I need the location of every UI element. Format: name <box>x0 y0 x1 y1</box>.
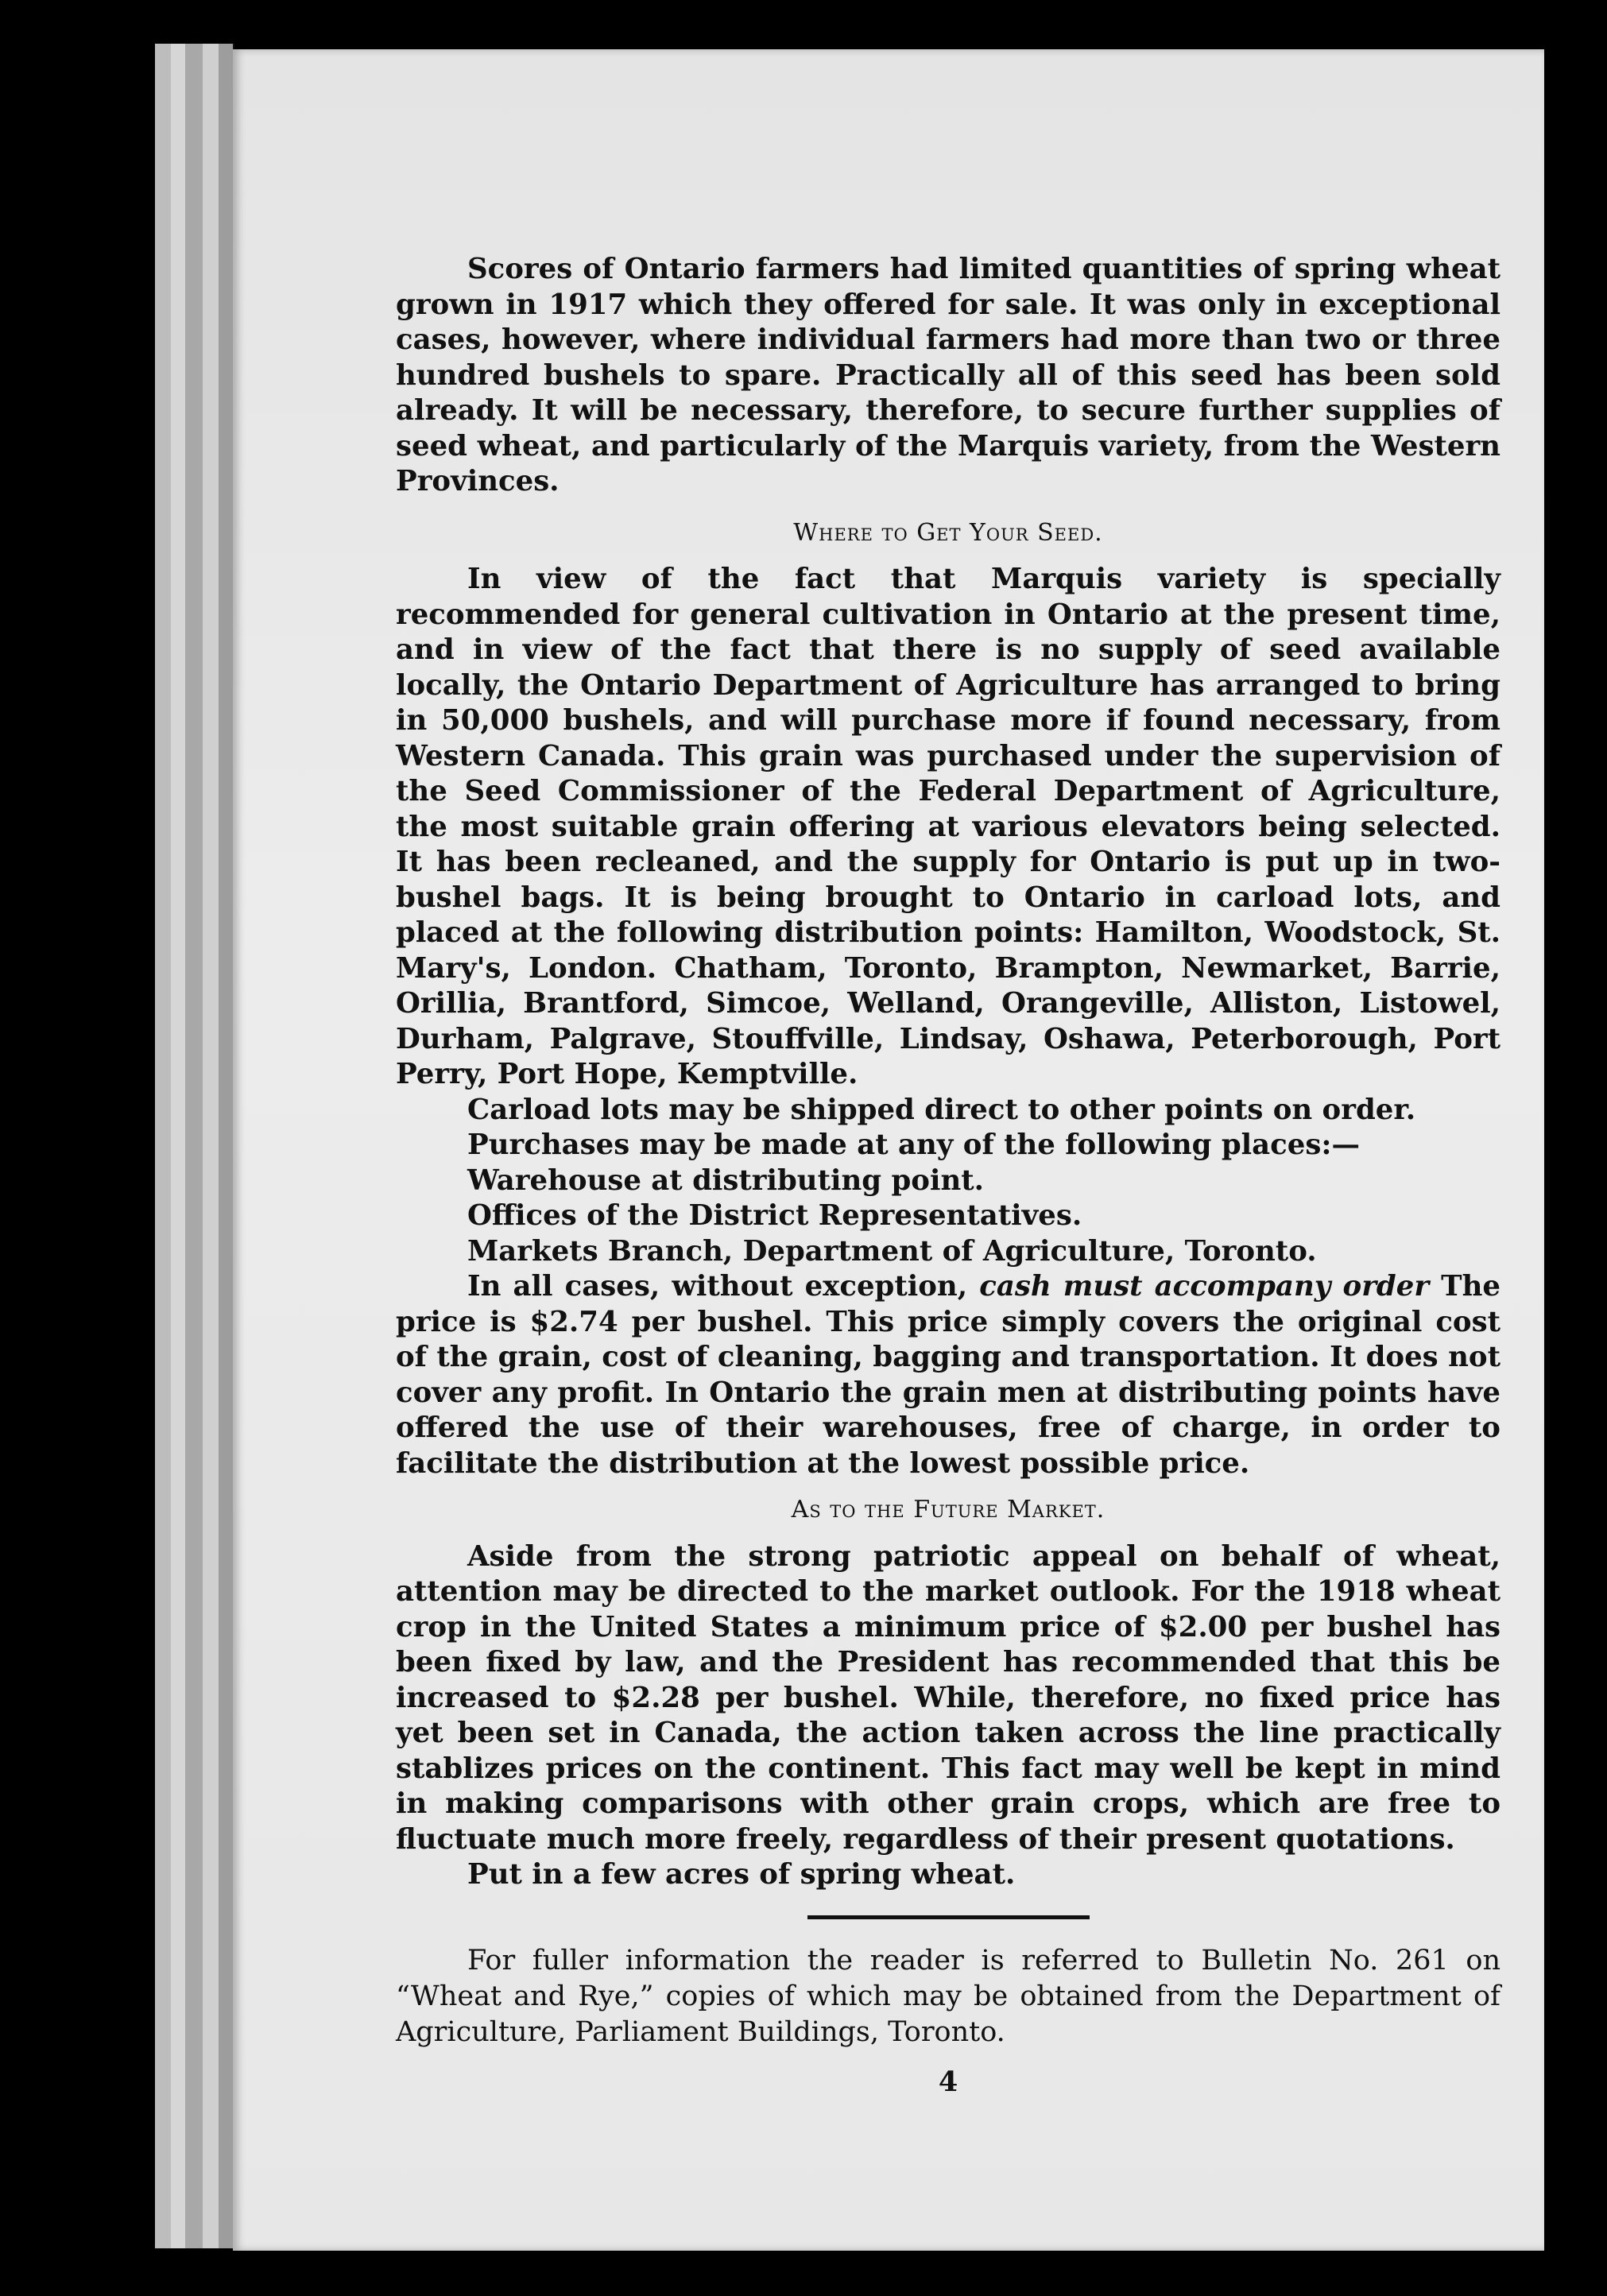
purchase-place-district-offices: Offices of the District Representatives. <box>467 1199 1082 1232</box>
footnote: For fuller information the reader is referred to Bulletin No. 261 on “Wheat and Rye,” copies of which may be obtained from the Department of Agriculture, Parliament Buildings, Toronto. <box>396 1944 1501 2048</box>
cash-emphasis-text: cash must accompany order <box>979 1270 1430 1303</box>
market-outlook-paragraph: Aside from the strong patriotic appeal on behalf of wheat, attention may be directed to the market outlook. For the 1918 wheat crop in the United States a minimum price of $2.00 per bushel has been fixed by law, and the President has recommended that this be increased to $2.28 per bushel. While, therefore, no fixed price has yet been set in Canada, the action taken across the line practically stablizes prices on the continent. This fact may well be kept in mind in making comparisons with other grain crops, which are free to fluctuate much more freely, regardless of their present quotations. <box>396 1539 1501 1856</box>
page-edge <box>203 44 220 2248</box>
intro-paragraph: Scores of Ontario farmers had limited quantities of spring wheat grown in 1917 which they offered for sale. It was only in exceptional cases, however, where individual farmers had more than two or three hundred bushels to spare. Practically all of this seed has been sold already. It will be necessary, therefore, to secure further supplies of seed wheat, and particularly of the Marquis variety, from the Western Provinces. <box>396 253 1501 498</box>
purchase-place-markets-branch: Markets Branch, Department of Agriculture, Toronto. <box>467 1234 1317 1268</box>
price-paragraph <box>396 1269 1501 1481</box>
closing-line: Put in a few acres of spring wheat. <box>467 1858 1016 1891</box>
page-edge <box>171 44 187 2248</box>
purchase-place-warehouse: Warehouse at distributing point. <box>467 1163 985 1197</box>
page-number: 4 <box>938 2065 958 2098</box>
divider-rule <box>807 1915 1090 1919</box>
section-heading-future-market: As to the Future Market. <box>791 1496 1106 1524</box>
price-text: The price is $2.74 per bushel. This price simply covers the original cost of the grain, cost of cleaning, bagging and transportation. It does not cover any profit. In Ontario the grain men at distributing points have offered the use of their warehouses, free of charge, in order to facilitate the distribution at the lowest possible price. <box>396 1270 1501 1480</box>
page-edge <box>185 44 204 2248</box>
document-page <box>233 49 1544 2251</box>
page-edge <box>155 44 172 2248</box>
page-content <box>396 252 1501 2100</box>
page-edge <box>219 44 234 2248</box>
cash-lead-text: In all cases, without exception, <box>467 1270 968 1303</box>
section-heading-where-to-get-seed: Where to Get Your Seed. <box>793 518 1103 547</box>
carload-line: Carload lots may be shipped direct to other points on order. <box>467 1093 1416 1126</box>
seed-source-paragraph: In view of the fact that Marquis variety is specially recommended for general cultivation in Ontario at the present time, and in view of the fact that there is no supply of seed available locally, the Ontario Department of Agriculture has arranged to bring in 50,000 bushels, and will purchase more if found necessary, from Western Canada. This grain was purchased under the supervision of the Seed Commissioner of the Federal Department of Agriculture, the most suitable grain offering at various elevators being selected. It has been recleaned, and the supply for Ontario is put up in two-bushel bags. It is being brought to Ontario in carload lots, and placed at the following distribution points: Hamilton, Woodstock, St. Mary's, London. Chatham, Toronto, Brampton, Newmarket, Barrie, Orillia, Brantford, Simcoe, Welland, Orangeville, Alliston, Listowel, Durham, Palgrave, Stouffville, Lindsay, Oshawa, Peterborough, Port Perry, Port Hope, Kemptville. <box>396 563 1501 1090</box>
purchases-line: Purchases may be made at any of the following places:— <box>467 1129 1360 1161</box>
